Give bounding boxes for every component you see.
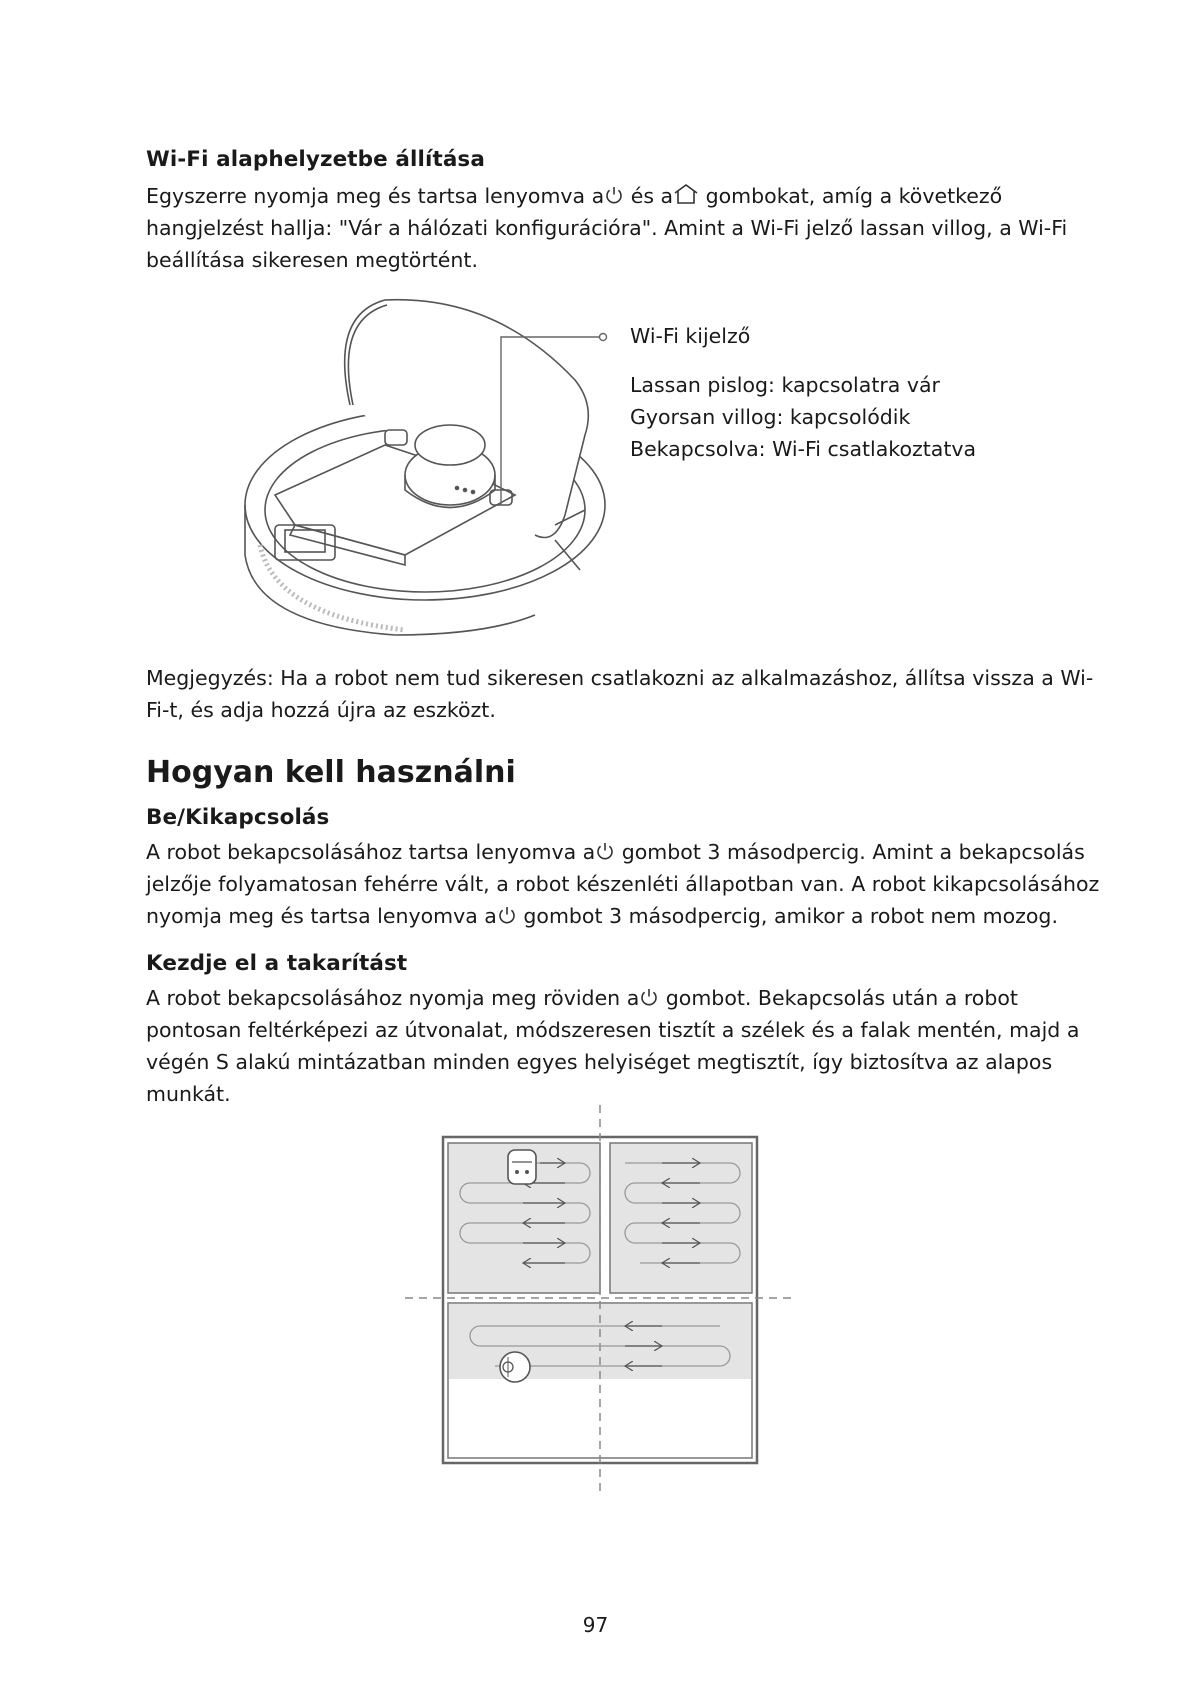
wifi-reset-heading: Wi-Fi alaphelyzetbe állítása [146,147,485,172]
home-icon [673,183,699,205]
wifi-state-slow-blink: Lassan pislog: kapcsolatra vár [630,373,940,397]
cleaning-paragraph: A robot bekapcsolásához nyomja meg röviden a gombot. Bekapcsolás után a robot pontosan feltérképezi az útvonalat, módszeresen tisztít a szélek és a falak mentén, majd a végén S alakú mintázatban minden egyes helyiséget megtisztít, így biztosítva az alapos munkát. [146,986,1080,1106]
note-paragraph: Megjegyzés: Ha a robot nem tud sikeresen csatlakozni az alkalmazáshoz, állítsa vissza a Wi- Fi-t, és adja hozzá újra az eszközt. [146,666,1094,722]
power-icon [604,185,624,205]
section-title: Hogyan kell használni [146,755,516,790]
power-icon [595,841,615,861]
power-heading: Be/Kikapcsolás [146,805,330,830]
power-icon [497,905,517,925]
wifi-indicator-label: Wi-Fi kijelző [630,324,751,348]
wifi-indicator-callout-line [460,330,610,510]
room-top-right [610,1143,752,1293]
cleaning-heading: Kezdje el a takarítást [146,951,408,976]
power-icon [639,987,659,1007]
wifi-reset-paragraph: Egyszerre nyomja meg és tartsa lenyomva a és a gombokat, amíg a következő hangjelzést hallja: "Vár a hálózati konfigurációra". Amint a Wi-Fi jelző lassan villog, a Wi-Fi beállítása sikeresen megtörtént. [146,184,1068,272]
wifi-indicator-states [630,369,976,465]
robot-vacuum-icon [500,1352,530,1382]
cleaning-path-diagram [400,1100,800,1500]
power-paragraph: A robot bekapcsolásához tartsa lenyomva a gombot 3 másodpercig. Amint a bekapcsolás jelzője folyamatosan fehérre vált, a robot készenléti állapotban van. A robot kikapcsolásához nyomja meg és tartsa lenyomva a gombot 3 másodpercig, amikor a robot nem mozog. [146,840,1100,928]
wifi-state-fast-blink: Gyorsan villog: kapcsolódik [630,405,911,429]
page-number: 97 [582,1613,609,1637]
wifi-state-on: Bekapcsolva: Wi-Fi csatlakoztatva [630,437,977,461]
charging-dock-icon [508,1150,536,1184]
